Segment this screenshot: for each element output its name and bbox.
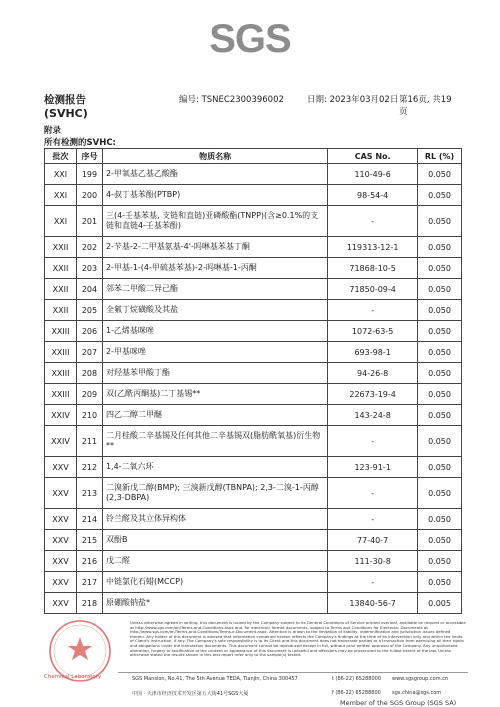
table-row xyxy=(45,342,462,363)
cell-cas: 1072-63-5 xyxy=(328,321,418,342)
table-row xyxy=(45,185,462,206)
header-substance: 物质名称 xyxy=(102,149,327,164)
table-row xyxy=(45,237,462,258)
member-of-sgs: Member of the SGS Group (SGS SA) xyxy=(340,699,457,707)
footer-address-cn: 中国 · 天津市经济技术开发区第五大街41号SGS大厦 xyxy=(132,691,249,697)
cell-substance: 1,4-二氧六环 xyxy=(102,457,327,478)
cell-batch: XXIII xyxy=(45,363,77,384)
cell-no: 203 xyxy=(76,258,102,279)
cell-substance: 2-甲基咪唑 xyxy=(102,342,327,363)
cell-cas: - xyxy=(328,478,418,509)
cell-batch: XXV xyxy=(45,572,77,593)
footer-divider xyxy=(118,672,468,673)
sgs-logo xyxy=(208,16,292,62)
cell-no: 211 xyxy=(76,426,102,457)
table-row xyxy=(45,478,462,509)
cell-batch: XXIV xyxy=(45,405,77,426)
cell-no: 202 xyxy=(76,237,102,258)
svhc-table xyxy=(44,148,462,614)
cell-rl: 0.050 xyxy=(418,426,462,457)
cell-no: 204 xyxy=(76,279,102,300)
cell-no: 209 xyxy=(76,384,102,405)
table-row xyxy=(45,405,462,426)
cell-rl: 0.050 xyxy=(418,164,462,185)
cell-substance: 二溴新戊二醇(BMP); 三溴新戊醇(TBNPA); 2,3-二溴-1-丙醇(2,3-DBPA) xyxy=(102,478,327,509)
cell-no: 213 xyxy=(76,478,102,509)
cell-no: 200 xyxy=(76,185,102,206)
cell-substance: 双酚B xyxy=(102,530,327,551)
cell-substance: 2-苄基-2-二甲基氨基-4'-吗啉基苯基丁酮 xyxy=(102,237,327,258)
cell-substance: 邻苯二甲酸二异己酯 xyxy=(102,279,327,300)
cell-substance: 铃兰醛及其立体异构体 xyxy=(102,509,327,530)
cell-batch: XXV xyxy=(45,593,77,614)
header-rl: RL (%) xyxy=(418,149,462,164)
cell-no: 201 xyxy=(76,206,102,237)
cell-cas: 119313-12-1 xyxy=(328,237,418,258)
cell-batch: XXII xyxy=(45,258,77,279)
table-row xyxy=(45,593,462,614)
report-date: 日期: 2023年03月02日 xyxy=(307,95,399,105)
cell-cas: 110-49-6 xyxy=(328,164,418,185)
cell-rl: 0.050 xyxy=(418,572,462,593)
cell-substance: 1-乙烯基咪唑 xyxy=(102,321,327,342)
cell-rl: 0.050 xyxy=(418,457,462,478)
header-batch: 批次 xyxy=(45,149,77,164)
cell-cas: 98-54-4 xyxy=(328,185,418,206)
table-row xyxy=(45,321,462,342)
cell-batch: XXV xyxy=(45,457,77,478)
footer-disclaimer: Unless otherwise agreed in writing, this document is issued by the Company subject to its General Conditions of Service printed overleaf, available on request or accessible at http://www.sgs.com/en/Terms-and-Conditions.aspx and, for electronic format documents, subject to Terms and Conditions for Electronic Documents at http://www.sgs.com/en/Terms-and-Conditions/Terms-e-Document.aspx. Attention is drawn to the limitation of liability, indemnification and jurisdiction issues defined therein. Any holder of this document is advised that information contained hereon reflects the Company's findings at the time of its intervention only and within the limits of Client's instruction, if any. The Company's sole responsibility is to its Client and this document does not exonerate parties to a transaction from exercising all their rights and obligations under the transaction documents. This document cannot be reproduced except in full, without prior written approval of the Company. Any unauthorized alteration, forgery or falsification of the content or appearance of this document is unlawful and offenders may be prosecuted to the fullest extent of the law. Unless otherwise stated the results shown in this test report refer only to the sample(s) tested. xyxy=(130,620,466,658)
cell-substance: 4-叔丁基苯酚(PTBP) xyxy=(102,185,327,206)
seal-label xyxy=(44,674,118,681)
cell-rl: 0.050 xyxy=(418,185,462,206)
cell-batch: XXV xyxy=(45,551,77,572)
table-row xyxy=(45,457,462,478)
table-row xyxy=(45,164,462,185)
cell-substance: 三(4-壬基苯基, 支链和直链)亚磷酸酯(TNPP)(含≥0.1%的支链和直链4-壬基苯酚) xyxy=(102,206,327,237)
cell-batch: XXIII xyxy=(45,384,77,405)
table-row xyxy=(45,258,462,279)
table-row xyxy=(45,279,462,300)
cell-no: 207 xyxy=(76,342,102,363)
cell-no: 205 xyxy=(76,300,102,321)
cell-batch: XXV xyxy=(45,478,77,509)
cell-batch: XXII xyxy=(45,300,77,321)
cell-no: 218 xyxy=(76,593,102,614)
table-row xyxy=(45,300,462,321)
cell-no: 210 xyxy=(76,405,102,426)
cell-substance: 原硼酸钠盐* xyxy=(102,593,327,614)
cell-batch: XXI xyxy=(45,164,77,185)
cell-batch: XXI xyxy=(45,206,77,237)
cell-batch: XXV xyxy=(45,530,77,551)
cell-cas: - xyxy=(328,509,418,530)
cell-cas: 693-98-1 xyxy=(328,342,418,363)
cell-batch: XXI xyxy=(45,185,77,206)
cell-rl: 0.050 xyxy=(418,279,462,300)
cell-rl: 0.050 xyxy=(418,342,462,363)
cell-rl: 0.050 xyxy=(418,206,462,237)
table-row xyxy=(45,426,462,457)
cell-batch: XXII xyxy=(45,279,77,300)
cell-rl: 0.050 xyxy=(418,384,462,405)
cell-rl: 0.050 xyxy=(418,321,462,342)
appendix-label: 附录 xyxy=(44,126,62,136)
table-row xyxy=(45,363,462,384)
cell-rl: 0.050 xyxy=(418,478,462,509)
cell-rl: 0.050 xyxy=(418,551,462,572)
cell-rl: 0.005 xyxy=(418,593,462,614)
cell-cas: - xyxy=(328,300,418,321)
seal-text-en: Chemical Laboratory xyxy=(44,674,102,680)
cell-rl: 0.050 xyxy=(418,258,462,279)
report-title: 检测报告 xyxy=(44,94,86,106)
cell-cas: 123-91-1 xyxy=(328,457,418,478)
cell-cas: 22673-19-4 xyxy=(328,384,418,405)
cell-substance: 对羟基苯甲酸丁酯 xyxy=(102,363,327,384)
svhc-caption: 所有检测的SVHC: xyxy=(44,138,116,148)
table-row xyxy=(45,384,462,405)
cell-cas: 71868-10-5 xyxy=(328,258,418,279)
table-row xyxy=(45,509,462,530)
cell-no: 199 xyxy=(76,164,102,185)
cell-rl: 0.050 xyxy=(418,509,462,530)
cell-cas: - xyxy=(328,572,418,593)
cell-cas: 71850-09-4 xyxy=(328,279,418,300)
cell-cas: - xyxy=(328,206,418,237)
cell-substance: 二月桂酸二辛基锡及任何其他二辛基锡双(脂肪酰氧基)衍生物** xyxy=(102,426,327,457)
cell-no: 217 xyxy=(76,572,102,593)
table-header-row xyxy=(45,149,462,164)
cell-batch: XXV xyxy=(45,509,77,530)
footer-email: sgs.china@sgs.com xyxy=(392,690,442,696)
report-subtitle: (SVHC) xyxy=(44,107,88,120)
table-row xyxy=(45,206,462,237)
cell-cas: 77-40-7 xyxy=(328,530,418,551)
table-row xyxy=(45,551,462,572)
cell-no: 212 xyxy=(76,457,102,478)
cell-cas: 13840-56-7 xyxy=(328,593,418,614)
cell-rl: 0.050 xyxy=(418,405,462,426)
cell-no: 215 xyxy=(76,530,102,551)
cell-no: 208 xyxy=(76,363,102,384)
cell-substance: 四乙二醇二甲醚 xyxy=(102,405,327,426)
official-seal xyxy=(40,615,120,695)
report-number: 编号: TSNEC2300396002 xyxy=(179,95,284,105)
cell-cas: - xyxy=(328,426,418,457)
cell-substance: 全氟丁烷磺酸及其盐 xyxy=(102,300,327,321)
cell-cas: 143-24-8 xyxy=(328,405,418,426)
cell-rl: 0.050 xyxy=(418,237,462,258)
cell-rl: 0.050 xyxy=(418,300,462,321)
cell-cas: 111-30-8 xyxy=(328,551,418,572)
footer-address-en: SGS Mansion, No.41, The 5th Avenue TEDA, Tianjin, China 300457 xyxy=(132,676,298,682)
header-cas: CAS No. xyxy=(328,149,418,164)
cell-rl: 0.050 xyxy=(418,530,462,551)
cell-no: 214 xyxy=(76,509,102,530)
cell-substance: 2-甲基-1-(4-甲硫基苯基)-2-吗啉基-1-丙酮 xyxy=(102,258,327,279)
cell-batch: XXII xyxy=(45,237,77,258)
cell-no: 216 xyxy=(76,551,102,572)
cell-batch: XXIV xyxy=(45,426,77,457)
footer-fax: f (86-22) 65288800 xyxy=(332,690,381,696)
cell-cas: 94-26-8 xyxy=(328,363,418,384)
cell-substance: 戊二醛 xyxy=(102,551,327,572)
cell-rl: 0.050 xyxy=(418,363,462,384)
cell-no: 206 xyxy=(76,321,102,342)
table-row xyxy=(45,572,462,593)
cell-substance: 双(乙酰丙酮基)二丁基锡** xyxy=(102,384,327,405)
table-row xyxy=(45,530,462,551)
cell-substance: 中链氯化石蜡(MCCP) xyxy=(102,572,327,593)
cell-substance: 2-甲氧基乙基乙酸酯 xyxy=(102,164,327,185)
page-info: 第16页, 共19页 xyxy=(399,95,452,117)
header-no: 序号 xyxy=(76,149,102,164)
seal-icon xyxy=(40,615,120,695)
cell-batch: XXIII xyxy=(45,342,77,363)
cell-batch: XXIII xyxy=(45,321,77,342)
footer-tel: t (86-22) 65288000 xyxy=(332,676,382,682)
sgs-logo-text: SGS xyxy=(209,17,291,61)
footer-website: www.sgsgroup.com.cn xyxy=(392,676,449,682)
